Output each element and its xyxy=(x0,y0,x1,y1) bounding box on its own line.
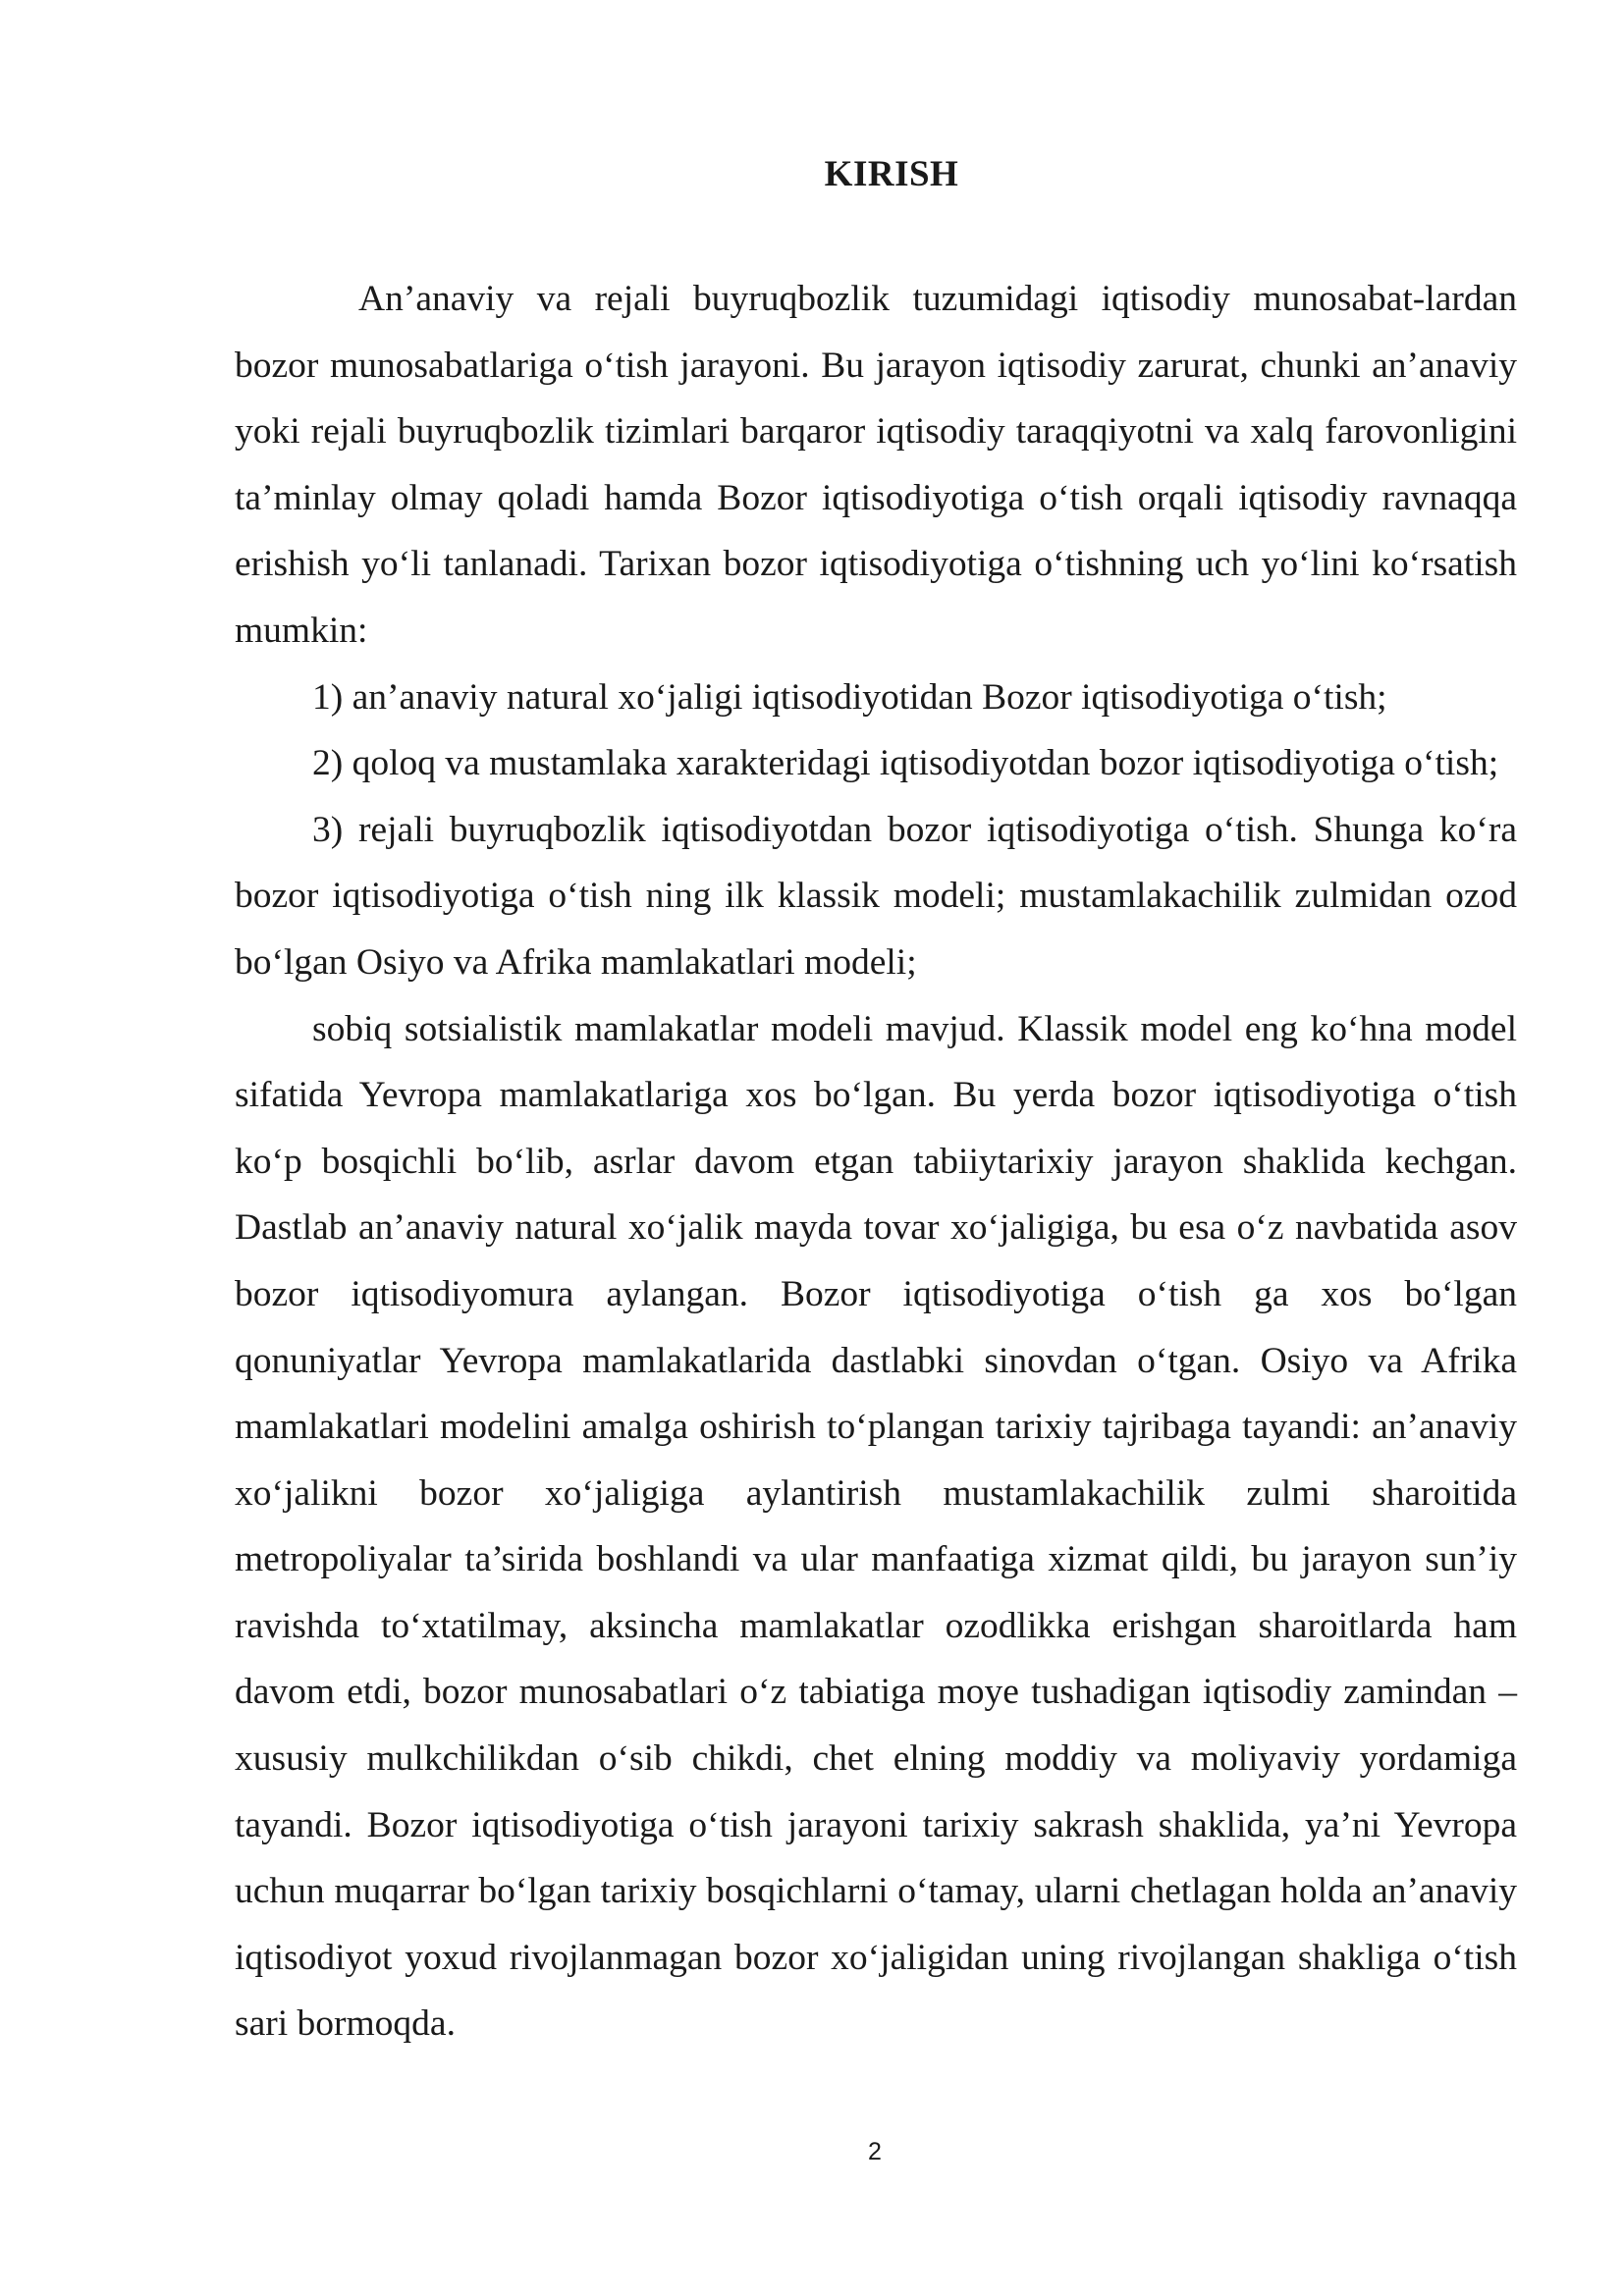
paragraph-models: sobiq sotsialistik mamlakatlar modeli mavjud. Klassik model eng ko‘hna model sifatida Yevropa mamlakatlariga xos bo‘lgan. Bu yerda bozor iqtisodiyotiga o‘tish ko‘p bosqichli bo‘lib, asrlar davom etgan tabiiytarixiy jarayon shaklida kechgan. Dastlab an’anaviy natural xo‘jalik mayda tovar xo‘jaligiga, bu esa o‘z navbatida asov bozor iqtisodiyomura aylangan. Bozor iqtisodiyotiga o‘tish ga xos bo‘lgan qonuniyatlar Yevropa mamlakatlarida dastlabki sinovdan o‘tgan. Osiyo va Afrika mamlakatlari modelini amalga oshirish to‘plangan tarixiy tajribaga tayandi: an’anaviy xo‘jalikni bozor xo‘jaligiga aylantirish mustamlakachilik zulmi sharoitida metropoliyalar ta’sirida boshlandi va ular manfaatiga xizmat qildi, bu jarayon sun’iy ravishda to‘xtatilmay, aksincha mamlakatlar ozodlikka erishgan sharoitlarda ham davom etdi, bozor munosabatlari o‘z tabiatiga moye tushadigan iqtisodiy zamindan – xususiy mulkchilikdan o‘sib chikdi, chet elning moddiy va moliyaviy yordamiga tayandi. Bozor iqtisodiyotiga o‘tish jarayoni tarixiy sakrash shaklida, ya’ni Yevropa uchun muqarrar bo‘lgan tarixiy bosqichlarni o‘tamay, ularni chetlagan holda an’anaviy iqtisodiyot yoxud rivojlanmagan bozor xo‘jaligidan uning rivojlangan shakliga o‘tish sari bormoqda. xyxy=(235,1008,1517,2045)
paragraph-item-3: 3) rejali buyruqbozlik iqtisodiyotdan bozor iqtisodiyotiga o‘tish. Shunga ko‘ra bozor iqtisodiyotiga o‘tish ning ilk klassik modeli; mustamlakachilik zulmidan ozod bo‘lgan Osiyo va Afrika mamlakatlari modeli; xyxy=(235,809,1517,983)
page-number: 2 xyxy=(868,2138,882,2165)
section-heading: KIRISH xyxy=(824,154,959,194)
body-text xyxy=(235,266,1517,2057)
paragraph-item-2: 2) qoloq va mustamlaka xarakteridagi iqtisodiyotdan bozor iqtisodiyotiga o‘tish; xyxy=(312,743,1499,784)
paragraph-intro: An’anaviy va rejali buyruqbozlik tuzumidagi iqtisodiy munosabat-lardan bozor munosabatlariga o‘tish jarayoni. Bu jarayon iqtisodiy zarurat, chunki an’anaviy yoki rejali buyruqbozlik tizimlari barqaror iqtisodiy taraqqiyotni va xalq farovonligini ta’minlay olmay qoladi hamda Bozor iqtisodiyotiga o‘tish orqali iqtisodiy ravnaqqa erishish yo‘li tanlanadi. Tarixan bozor iqtisodiyotiga o‘tishning uch yo‘lini ko‘rsatish mumkin: xyxy=(235,279,1517,651)
paragraph-item-1: 1) an’anaviy natural xo‘jaligi iqtisodiyotidan Bozor iqtisodiyotiga o‘tish; xyxy=(312,676,1387,718)
